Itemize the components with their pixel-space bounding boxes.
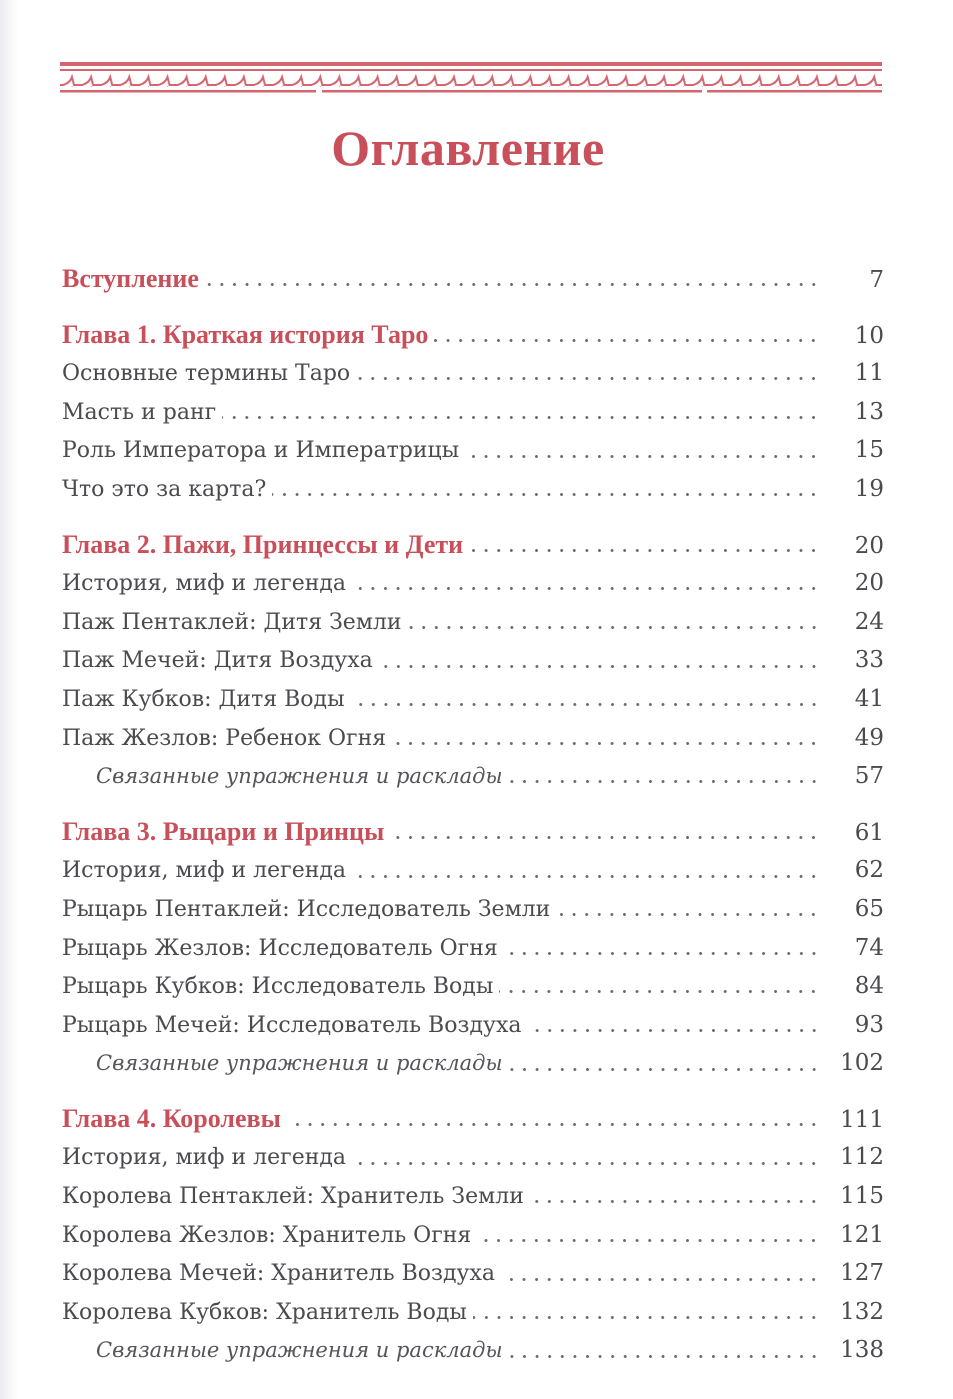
toc-entry-label: Что это за карта? — [62, 476, 267, 502]
toc-chapter-label: Глава 3. Рыцари и Принцы — [62, 816, 385, 846]
toc-entry-label: Связанные упражнения и расклады — [96, 1338, 503, 1363]
dot-leader — [379, 651, 820, 671]
dot-leader — [499, 976, 820, 996]
toc-entry[interactable] — [62, 431, 884, 470]
toc-page-number: 41 — [854, 685, 884, 712]
dot-leader — [205, 269, 820, 289]
toc-chapter-3[interactable] — [62, 813, 884, 852]
toc-entry[interactable] — [62, 1293, 884, 1332]
toc-entry[interactable] — [62, 1216, 884, 1255]
toc-entry-label: Рыцарь Кубков: Исследователь Воды — [62, 974, 494, 1000]
toc-entry[interactable] — [62, 680, 884, 719]
dot-leader — [469, 535, 820, 555]
dot-leader — [509, 1341, 820, 1361]
toc-entry[interactable] — [62, 1006, 884, 1045]
dot-leader — [352, 1148, 820, 1168]
toc-entry[interactable] — [62, 641, 884, 680]
toc-page-number: 13 — [854, 398, 884, 425]
toc-entry-label: Рыцарь Жезлов: Исследователь Огня — [62, 935, 498, 961]
toc-entry[interactable] — [62, 929, 884, 968]
dot-leader — [356, 363, 820, 383]
toc-entry-label: Роль Императора и Императрицы — [62, 438, 460, 464]
toc-page-number: 84 — [854, 973, 884, 1000]
toc-page-number: 74 — [854, 934, 884, 961]
dot-leader — [352, 861, 820, 881]
toc-page-number: 20 — [854, 570, 884, 597]
toc-entry-label: Королева Кубков: Хранитель Воды — [62, 1299, 467, 1325]
toc-chapter-label: Глава 1. Краткая история Таро — [62, 319, 429, 349]
toc-page-number: 115 — [840, 1183, 884, 1210]
dot-leader — [501, 1264, 820, 1284]
toc-entry[interactable] — [62, 1254, 884, 1293]
toc-entry[interactable] — [62, 967, 884, 1006]
page-title: Оглавление — [331, 120, 605, 176]
toc-entry-label: Королева Пентаклей: Хранитель Земли — [62, 1184, 524, 1210]
toc-chapter-1[interactable] — [62, 316, 884, 355]
toc-page-number: 61 — [854, 819, 884, 846]
toc-entry-label: Основные термины Таро — [62, 361, 351, 387]
dot-leader — [351, 689, 820, 709]
dot-leader — [528, 1015, 821, 1035]
toc-entry-label: Масть и ранг — [62, 399, 217, 425]
page-edge-shadow — [0, 0, 18, 1399]
dot-leader — [509, 766, 820, 786]
toc-page-number: 102 — [840, 1050, 884, 1077]
toc-entry-label: Связанные упражнения и расклады — [96, 764, 503, 789]
toc-exercises-entry[interactable] — [62, 757, 884, 796]
toc-entry[interactable] — [62, 354, 884, 393]
toc-page-number: 15 — [854, 437, 884, 464]
dot-leader — [434, 325, 820, 345]
dot-leader — [392, 728, 820, 748]
toc-entry-label: Рыцарь Пентаклей: Исследователь Земли — [62, 896, 551, 922]
toc-page-number: 93 — [854, 1011, 884, 1038]
toc-page-number: 10 — [854, 322, 884, 349]
table-of-contents — [62, 260, 884, 1370]
dot-leader — [408, 612, 820, 632]
dot-leader — [509, 1054, 820, 1074]
dot-leader — [287, 1109, 820, 1129]
dot-leader — [272, 479, 820, 499]
toc-page-number: 7 — [869, 267, 884, 293]
toc-entry[interactable] — [62, 851, 884, 890]
dot-leader — [504, 938, 820, 958]
toc-entry-label: Рыцарь Мечей: Исследователь Воздуха — [62, 1012, 522, 1038]
toc-chapter-2[interactable] — [62, 526, 884, 565]
toc-page-number: 65 — [854, 895, 884, 922]
toc-entry-label: Паж Кубков: Дитя Воды — [62, 686, 345, 712]
toc-page-number: 49 — [854, 724, 884, 751]
toc-page-number: 121 — [840, 1221, 884, 1248]
toc-entry[interactable] — [62, 470, 884, 509]
toc-entry-label: Связанные упражнения и расклады — [96, 1051, 503, 1076]
dot-leader — [352, 573, 820, 593]
dot-leader — [473, 1302, 820, 1322]
toc-entry-label: История, миф и легенда — [62, 1145, 347, 1171]
toc-page-number: 11 — [854, 360, 884, 387]
toc-page-number: 62 — [854, 857, 884, 884]
dot-leader — [465, 441, 820, 461]
toc-chapter-4[interactable] — [62, 1100, 884, 1139]
toc-page-number: 57 — [854, 763, 884, 790]
toc-exercises-entry[interactable] — [62, 1331, 884, 1370]
toc-entry[interactable] — [62, 393, 884, 432]
toc-exercises-entry[interactable] — [62, 1044, 884, 1083]
dot-leader — [530, 1186, 820, 1206]
toc-entry-intro[interactable] — [62, 260, 884, 299]
toc-entry[interactable] — [62, 890, 884, 929]
toc-page-number: 132 — [840, 1298, 884, 1325]
toc-page-number: 19 — [854, 475, 884, 502]
toc-entry[interactable] — [62, 564, 884, 603]
toc-entry-label: Вступление — [62, 264, 199, 293]
toc-entry[interactable] — [62, 1177, 884, 1216]
dot-leader — [222, 402, 820, 422]
toc-entry-label: Королева Жезлов: Хранитель Огня — [62, 1222, 472, 1248]
toc-entry[interactable] — [62, 1138, 884, 1177]
dot-leader — [390, 822, 820, 842]
toc-page-number: 138 — [840, 1337, 884, 1364]
toc-chapter-label: Глава 4. Королевы — [62, 1103, 281, 1133]
toc-page-number: 111 — [840, 1106, 884, 1133]
toc-page-number: 127 — [840, 1260, 884, 1287]
toc-entry-label: Паж Жезлов: Ребенок Огня — [62, 725, 387, 751]
dot-leader — [477, 1225, 820, 1245]
toc-chapter-label: Глава 2. Пажи, Принцессы и Дети — [62, 529, 464, 559]
toc-entry[interactable] — [62, 719, 884, 758]
ornamental-border-icon — [60, 62, 882, 94]
toc-entry-label: Паж Мечей: Дитя Воздуха — [62, 648, 373, 674]
toc-entry-label: Паж Пентаклей: Дитя Земли — [62, 609, 402, 635]
toc-entry-label: Королева Мечей: Хранитель Воздуха — [62, 1261, 496, 1287]
toc-page-number: 33 — [854, 647, 884, 674]
toc-page-number: 24 — [854, 608, 884, 635]
toc-entry-label: История, миф и легенда — [62, 858, 347, 884]
toc-page-number: 20 — [854, 532, 884, 559]
toc-entry-label: История, миф и легенда — [62, 571, 347, 597]
toc-entry[interactable] — [62, 603, 884, 642]
dot-leader — [556, 899, 820, 919]
toc-page-number: 112 — [840, 1144, 884, 1171]
